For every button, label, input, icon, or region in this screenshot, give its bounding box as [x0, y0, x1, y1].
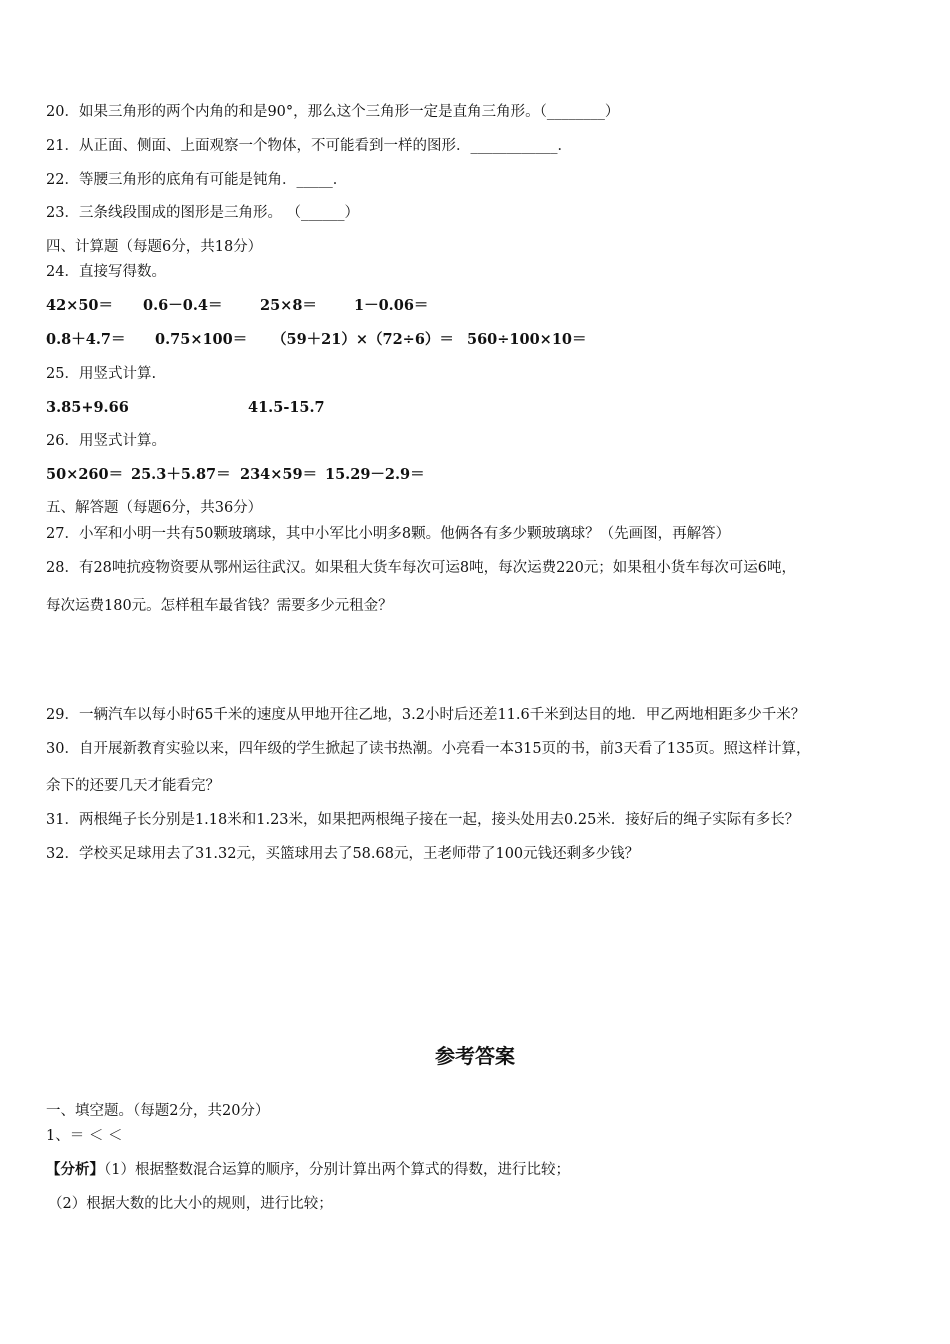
- q24-item: 42×50＝: [46, 297, 114, 314]
- q24-item: 0.8＋4.7＝: [46, 331, 126, 348]
- analysis-line-1: [46, 1160, 570, 1180]
- section-5-heading: 五、解答题（每题6分，共36分）: [46, 500, 263, 516]
- question-31: 31．两根绳子长分别是1.18米和1.23米，如果把两根绳子接在一起，接头处用去0.25米．接好后的绳子实际有多长？: [46, 812, 800, 828]
- question-25: 25．用竖式计算.: [46, 366, 157, 382]
- answer-1: 1、＝ ＜ ＜: [46, 1128, 123, 1144]
- q24-item: 0.75×100＝: [155, 331, 248, 348]
- question-20: 20．如果三角形的两个内角的和是90°，那么这个三角形一定是直角三角形。（________）: [46, 104, 620, 120]
- question-22: 22．等腰三角形的底角有可能是钝角．_____．: [46, 172, 348, 188]
- analysis-line-2: （2）根据大数的比大小的规则，进行比较；: [48, 1196, 333, 1212]
- question-30-line-1: 30．自开展新教育实验以来，四年级的学生掀起了读书热潮。小亮看一本315页的书，前3天看了135页。照这样计算，: [46, 741, 811, 757]
- question-27: 27．小军和小明一共有50颗玻璃球，其中小军比小明多8颗。他俩各有多少颗玻璃球？（先画图，再解答）: [46, 526, 731, 542]
- question-29: 29．一辆汽车以每小时65千米的速度从甲地开往乙地，3.2小时后还差11.6千米到达目的地．甲乙两地相距多少千米？: [46, 707, 806, 723]
- analysis-label: 【分析】: [46, 1161, 104, 1178]
- section-4-heading: 四、计算题（每题6分，共18分）: [46, 239, 263, 255]
- q24-item: 25×8＝: [260, 297, 317, 314]
- question-23: 23．三条线段围成的图形是三角形。 （______）: [46, 205, 360, 221]
- answer-section-1-heading: 一、填空题。（每题2分，共20分）: [46, 1103, 270, 1119]
- question-32: 32．学校买足球用去了31.32元，买篮球用去了58.68元，王老师带了100元钱还剩多少钱？: [46, 846, 640, 862]
- q25-item: 41.5-15.7: [248, 399, 325, 416]
- q26-item: 234×59＝: [240, 466, 318, 483]
- question-26: 26．用竖式计算。: [46, 433, 166, 449]
- question-28-line-1: 28．有28吨抗疫物资要从鄂州运往武汉。如果租大货车每次可运8吨，每次运费220元；如果租小货车每次可运6吨，: [46, 560, 797, 576]
- answer-key-title: 参考答案: [435, 1044, 515, 1068]
- question-30-line-2: 余下的还要几天才能看完？: [46, 778, 220, 794]
- q26-item: 15.29－2.9＝: [325, 466, 425, 483]
- q26-item: 25.3＋5.87＝: [131, 466, 231, 483]
- q24-item: （59＋21）×（72÷6）＝: [272, 331, 454, 348]
- question-28-line-2: 每次运费180元。怎样租车最省钱？需要多少元租金？: [46, 598, 393, 614]
- q24-item: 560÷100×10＝: [467, 331, 587, 348]
- q26-item: 50×260＝: [46, 466, 124, 483]
- q24-item: 0.6－0.4＝: [143, 297, 223, 314]
- question-24: 24．直接写得数。: [46, 264, 166, 280]
- question-21: 21．从正面、侧面、上面观察一个物体，不可能看到一样的图形．____________．: [46, 138, 572, 154]
- q25-item: 3.85+9.66: [46, 399, 129, 416]
- analysis-text-1: （1）根据整数混合运算的顺序，分别计算出两个算式的得数，进行比较；: [104, 1162, 570, 1178]
- q24-item: 1－0.06＝: [354, 297, 429, 314]
